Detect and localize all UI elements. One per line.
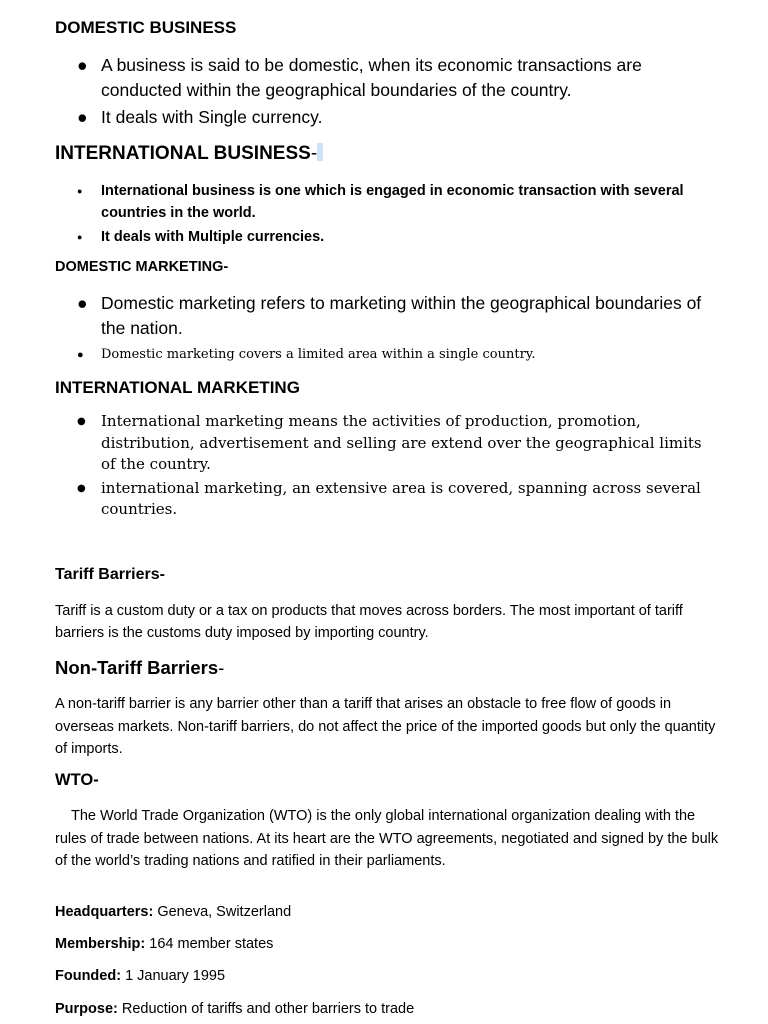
wto-fact-purpose: Purpose: Reduction of tariffs and other barriers to trade [55, 1001, 415, 1017]
domestic-business-list [55, 53, 705, 130]
wto-heading: WTO- [55, 771, 99, 789]
non-tariff-barriers-heading: Non-Tariff Barriers- [55, 657, 225, 678]
text-cursor [317, 143, 323, 161]
bullet-icon: ● [77, 349, 84, 361]
list-item: ● International business is one which is engaged in economic transaction with several countries in the world. [55, 180, 705, 224]
wto-fact-headquarters: Headquarters: Geneva, Switzerland [55, 904, 292, 920]
bullet-icon: ● [77, 416, 86, 427]
domestic-business-heading: DOMESTIC BUSINESS [55, 18, 237, 37]
tariff-barriers-text: Tariff is a custom duty or a tax on products that moves across borders. The most important of tariff barriers is the customs duty imposed by importing country. [55, 603, 683, 641]
non-tariff-barriers-text: A non-tariff barrier is any barrier other than a tariff that arises an obstacle to free flow of goods in overseas markets. Non-tariff barriers, do not affect the price of the imported goods but only the quantity of imports. [55, 696, 716, 757]
bullet-icon: ● [77, 186, 83, 196]
international-business-heading: INTERNATIONAL BUSINESS- [55, 143, 323, 165]
bullet-icon: ● [77, 55, 88, 75]
list-item: ● A business is said to be domestic, when its economic transactions are conducted within the geographical boundaries of the country. [77, 55, 642, 100]
wto-fact-membership: Membership: 164 member states [55, 936, 274, 952]
international-marketing-heading: INTERNATIONAL MARKETING [55, 378, 300, 397]
bullet-icon: ● [77, 232, 83, 242]
bullet-icon: ● [77, 293, 88, 313]
list-item: ● international marketing, an extensive area is covered, spanning across several countries. [77, 478, 701, 518]
wto-fact-founded: Founded: 1 January 1995 [55, 968, 226, 984]
list-item: ● Domestic marketing refers to marketing within the geographical boundaries of the nation. [77, 293, 702, 338]
list-item: ● Domestic marketing covers a limited area within a single country. [55, 345, 705, 365]
domestic-marketing-heading: DOMESTIC MARKETING- [55, 259, 229, 275]
list-item: ● It deals with Multiple currencies. [55, 226, 705, 248]
domestic-marketing-list [55, 291, 705, 365]
tariff-barriers-heading: Tariff Barriers- [55, 566, 165, 583]
international-business-list [55, 180, 705, 248]
international-marketing-list [55, 411, 715, 521]
bullet-icon: ● [77, 107, 88, 127]
list-item: ● It deals with Single currency. [55, 105, 705, 130]
bullet-icon: ● [77, 482, 86, 494]
wto-text: The World Trade Organization (WTO) is the only global international organization dealing with the rules of trade between nations. At its heart are the WTO agreements, negotiated and signed by the bulk of the world’s trading nations and ratified in their parliaments. [55, 808, 719, 869]
list-item: ● International marketing means the activities of production, promotion, distribution, advertisement and selling are extend over the geographical limits of the country. [77, 412, 702, 473]
